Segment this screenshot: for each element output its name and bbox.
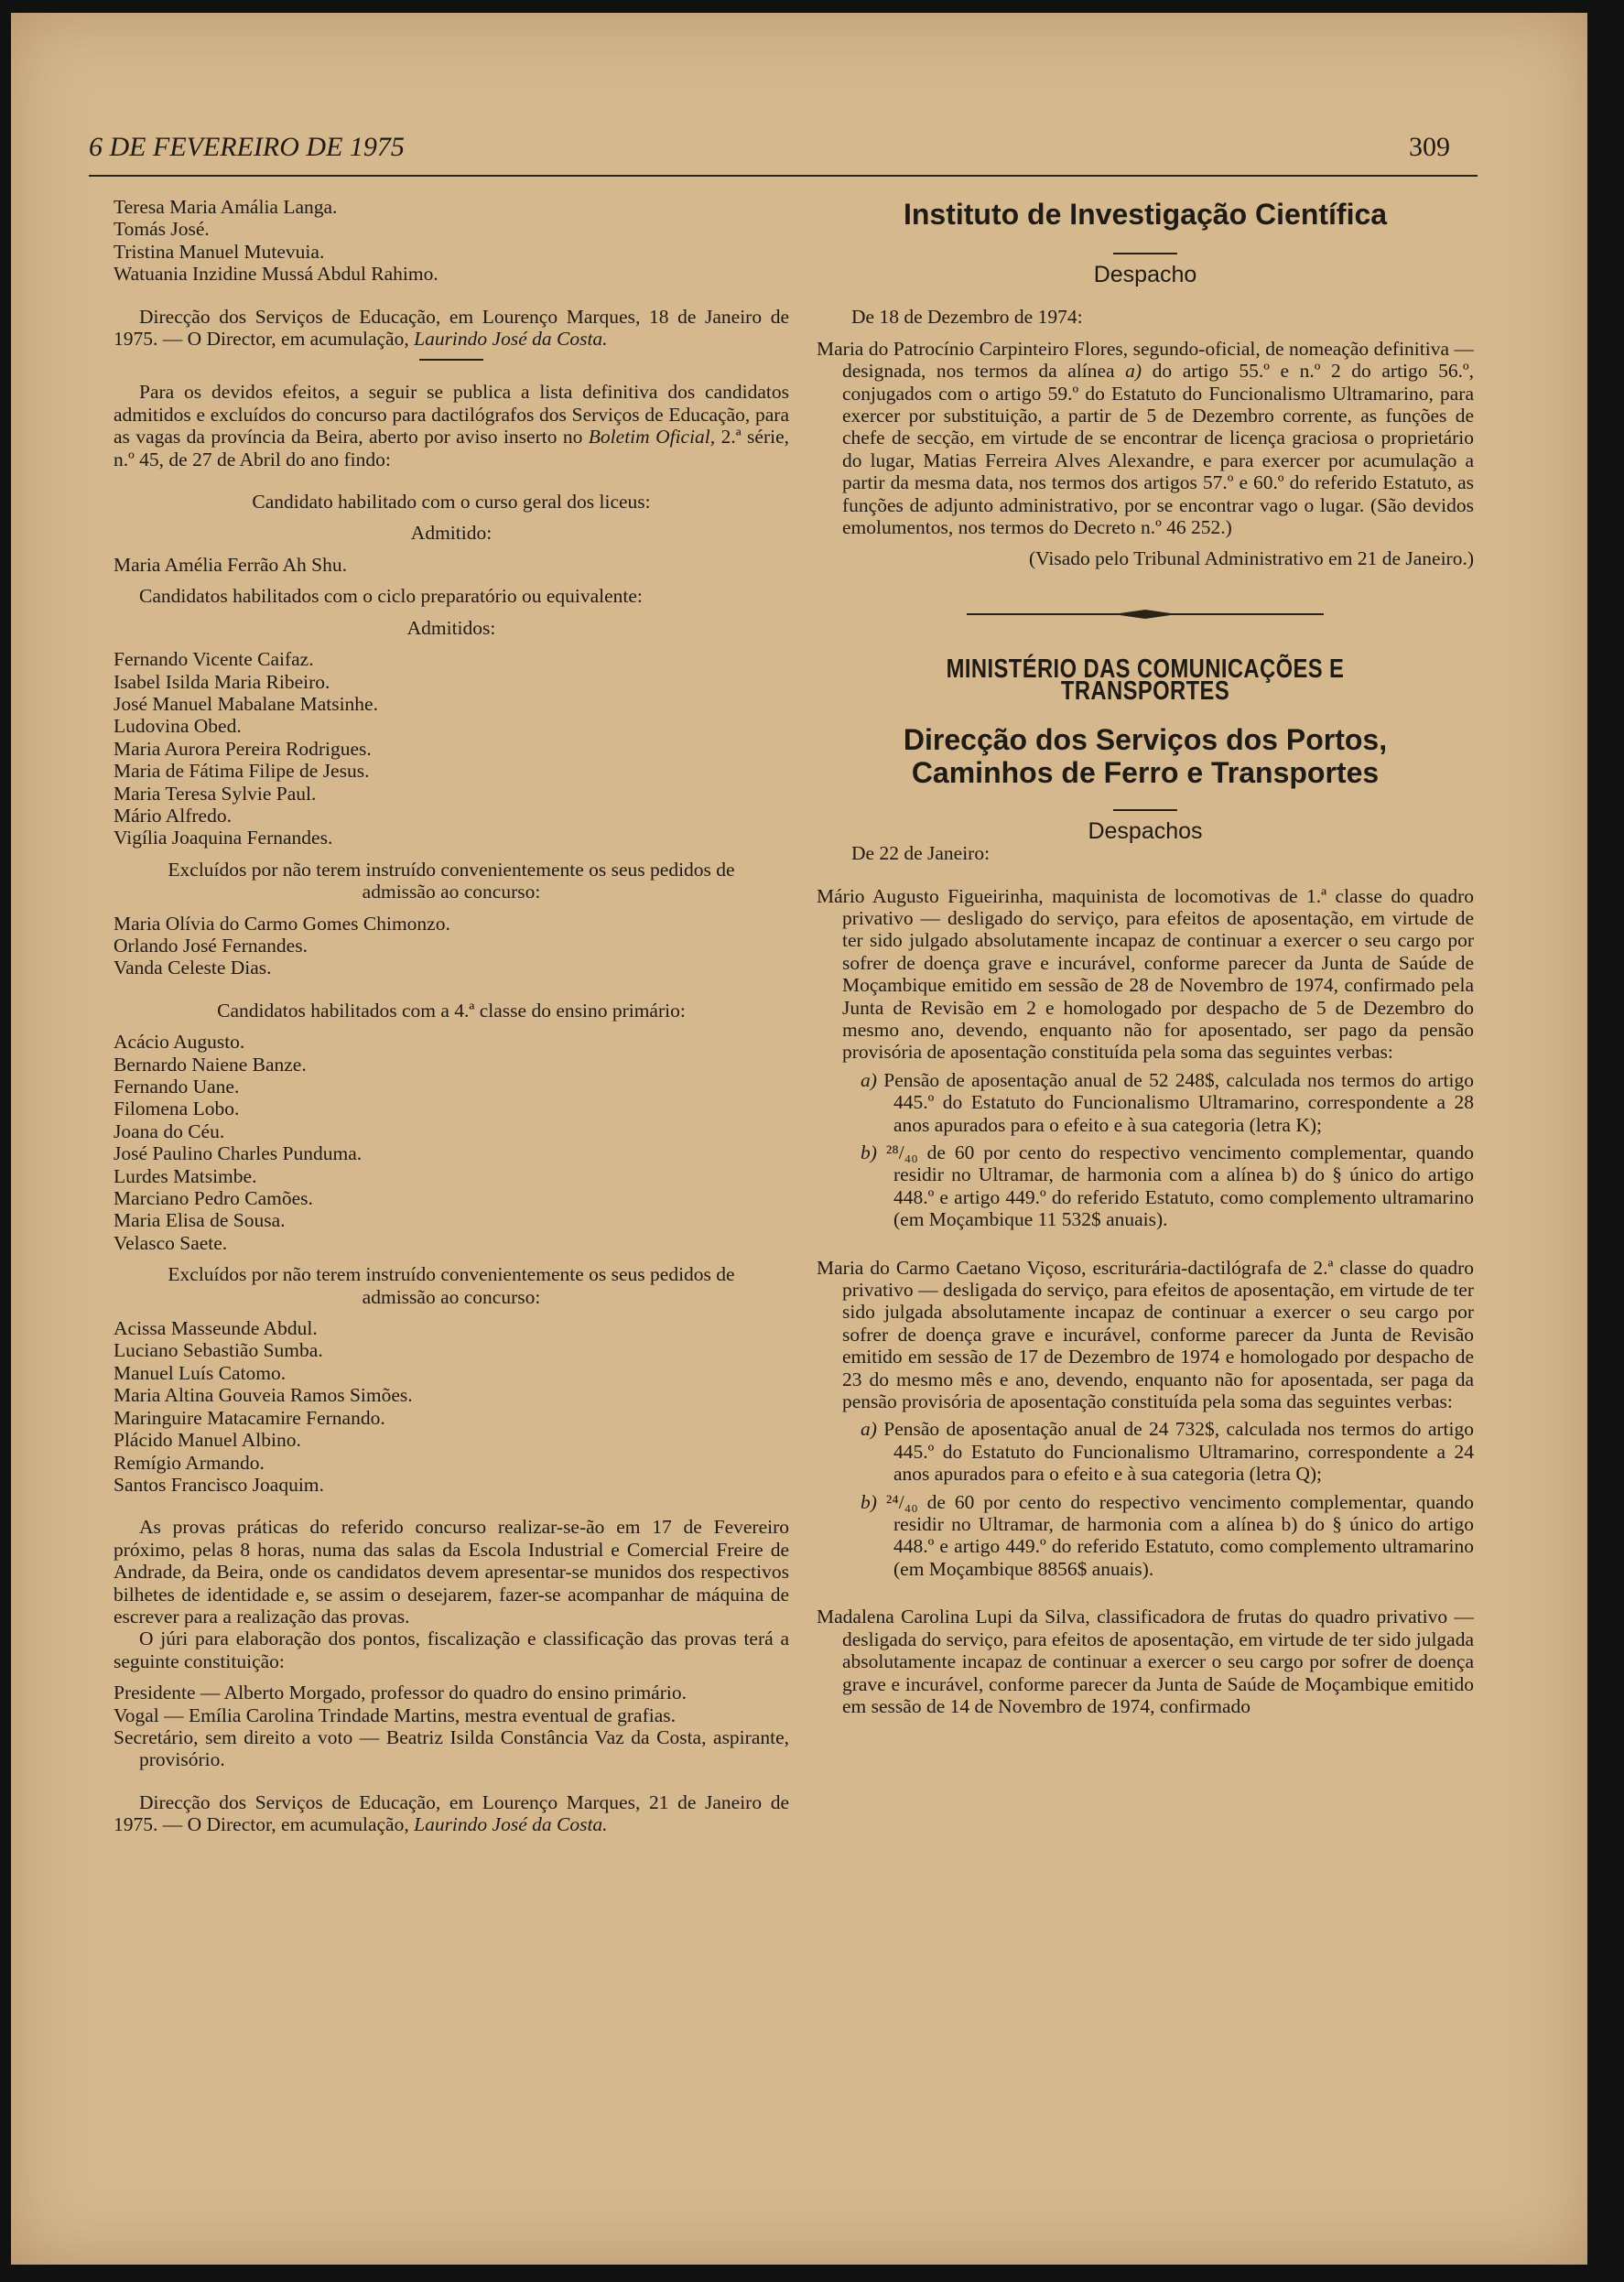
list-item: Acissa Masseunde Abdul. (114, 1317, 318, 1340)
verba-item: b) ²⁴/₄₀ de 60 por cento do respectivo vencimento complementar, quando residir no Ultramar, de harmonia com a alínea b) do § único do artigo 448.º e artigo 449.º do referido Estatuto, como complemento ultramarino (em Moçambique 8856$ anuais). (861, 1490, 1474, 1580)
list-item: Tristina Manuel Mutevuia. (114, 240, 325, 263)
list-item: Tomás José. (114, 218, 210, 241)
admitted-heading: Admitido: (410, 522, 493, 545)
institute-title: Instituto de Investigação Científica (903, 198, 1388, 231)
verba-item: a) Pensão de aposentação anual de 52 248$, calculada nos termos do artigo 445.º do Estatuto do Funcionalismo Ultramarino, correspondente a 28 anos apurados para o efeito e à sua categoria (letra K); (861, 1068, 1474, 1136)
list-item: Teresa Maria Amália Langa. (114, 196, 338, 218)
list-item: Maria Teresa Sylvie Paul. (114, 782, 317, 805)
list-item: Marciano Pedro Camões. (114, 1187, 313, 1210)
despachos-date: De 22 de Janeiro: (851, 842, 991, 865)
intro-paragraph: Para os devidos efeitos, a seguir se publica a lista definitiva dos candidatos admitidos e excluídos do concurso para dactilógrafos dos Serviços de Educação, para as vagas da província da Beira, aberto por aviso inserto no Boletim Oficial, 2.ª série, n.º 45, de 27 de Abril do ano findo: (114, 381, 789, 470)
list-item: José Manuel Mabalane Matsinhe. (114, 692, 378, 715)
list-item: Maria Olívia do Carmo Gomes Chimonzo. (114, 912, 450, 935)
list-item: Joana do Céu. (114, 1119, 225, 1142)
despacho-entry: Maria do Carmo Caetano Viçoso, escriturária-dactilógrafa de 2.ª classe do quadro privativo — desligada do serviço, para efeitos de aposentação, em virtude de ter sido julgada absolutamente incapaz de continuar a exercer o seu cargo por sofrer de doença grave e incurável, conforme parecer da Junta de Revisão emitido em sessão de 17 de Dezembro de 1974 e homologado por despacho de 23 do mesmo mês e ano, devendo, enquanto não for aposentada, ser paga da pensão provisória de aposentação constituída pela soma das seguintes verbas: (817, 1256, 1474, 1413)
list-item: Maria Altina Gouveia Ramos Simões. (114, 1384, 413, 1407)
list-item: Luciano Sebastião Sumba. (114, 1339, 323, 1362)
verba-item: a) Pensão de aposentação anual de 24 732$, calculada nos termos do artigo 445.º do Estatuto do Funcionalismo Ultramarino, correspondente a 24 anos apurados para o efeito e à sua categoria (letra Q); (861, 1418, 1474, 1486)
list-item: Lurdes Matsimbe. (114, 1164, 257, 1187)
signature-paragraph-1: Direcção dos Serviços de Educação, em Lourenço Marques, 18 de Janeiro de 1975. — O Director, em acumulação, Laurindo José da Costa. (114, 305, 789, 351)
left-column (114, 196, 789, 1836)
page-date: 6 DE FEVEREIRO DE 1975 (89, 132, 405, 162)
visa-note: (Visado pelo Tribunal Administrativo em 21 de Janeiro.) (1029, 547, 1474, 570)
list-item: Fernando Vicente Caifaz. (114, 648, 314, 671)
right-column (817, 196, 1474, 1717)
list-item: Plácido Manuel Albino. (114, 1429, 301, 1452)
list-item: Fernando Uane. (114, 1076, 240, 1098)
list-item: Mário Alfredo. (114, 804, 232, 827)
despacho-date: De 18 de Dezembro de 1974: (851, 306, 1083, 329)
excluded-heading: Excluídos por não terem instruído convenientemente os seus pedidos de admissão ao concurso: (168, 1263, 735, 1308)
signature-paragraph-2: Direcção dos Serviços de Educação, em Lourenço Marques, 21 de Janeiro de 1975. — O Director, em acumulação, Laurindo José da Costa. (114, 1790, 789, 1836)
jury-paragraph: O júri para elaboração dos pontos, fiscalização e classificação das provas terá a seguinte constituição: (114, 1628, 789, 1672)
verba-item: b) ²⁸/₄₀ de 60 por cento do respectivo vencimento complementar, quando residir no Ultramar, de harmonia com a alínea b) do § único do artigo 448.º e artigo 449.º do referido Estatuto, como complemento ultramarino (em Moçambique 11 532$ anuais). (861, 1141, 1474, 1231)
list-item: Maria de Fátima Filipe de Jesus. (114, 760, 370, 783)
list-item: Watuania Inzidine Mussá Abdul Rahimo. (114, 263, 438, 286)
verbas-list (861, 1418, 1474, 1580)
list-item: Maria Amélia Ferrão Ah Shu. (114, 553, 347, 576)
signatory-name: Laurindo José da Costa. (414, 1813, 608, 1836)
list-item: José Paulino Charles Punduma. (114, 1142, 363, 1165)
category-heading: Candidatos habilitados com o ciclo preparatório ou equivalente: (139, 585, 643, 608)
list-item: Filomena Lobo. (114, 1098, 240, 1120)
header-rule (89, 175, 1478, 177)
despacho-entry: Mário Augusto Figueirinha, maquinista de locomotivas de 1.ª classe do quadro privativo — desligado do serviço, para efeitos de aposentação, em virtude de ter sido julgado absolutamente incapaz de continuar a exercer o seu cargo por sofrer de doença grave e incurável, conforme parecer da Junta de Saúde de Moçambique emitido em sessão de 28 de Novembro de 1974, confirmado pela Junta de Revisão em 2 e homologado por despacho de 5 de Dezembro do mesmo ano, devendo, enquanto não for aposentado, ser pago da pensão provisória de aposentação constituída pela soma das seguintes verbas: (817, 884, 1474, 1064)
despacho-entry: Madalena Carolina Lupi da Silva, classificadora de frutas do quadro privativo — desligada do serviço, para efeitos de aposentação, em virtude de ter sido julgada absolutamente incapaz de continuar a exercer o seu cargo por sofrer de doença grave e incurável, conforme parecer da Junta de Saúde de Moçambique emitido em sessão de 14 de Novembro de 1974, confirmado (817, 1606, 1474, 1717)
jury-member: Secretário, sem direito a voto — Beatriz Isilda Constância Vaz da Costa, aspirante, provisório. (114, 1725, 789, 1771)
list-item: Orlando José Fernandes. (114, 934, 308, 957)
page-number: 309 (1409, 132, 1450, 162)
ministry-heading: MINISTÉRIO DAS COMUNICAÇÕES E TRANSPORTES (946, 654, 1345, 707)
admitted-list (114, 1031, 789, 1254)
despacho-entry: Maria do Patrocínio Carpinteiro Flores, segundo-oficial, de nomeação definitiva — designada, nos termos da alínea a) do artigo 55.º e n.º 2 do artigo 56.º, conjugados com o artigo 59.º do Estatuto do Funcionalismo Ultramarino, para exercer por substituição, a partir de 5 de Dezembro corrente, as funções de chefe de secção, em virtude de se encontrar de licença graciosa o proprietário do lugar, Matias Ferreira Alves Alexandre, e para exercer por acumulação a partir da mesma data, nos termos dos artigos 57.º e 60.º do referido Estatuto, as funções de adjunto administrativo, por se encontrar vago o lugar. (São devidos emolumentos, nos termos do Decreto n.º 46 252.) (817, 337, 1474, 539)
jury-list (114, 1682, 789, 1771)
list-item: Acácio Augusto. (114, 1031, 245, 1054)
admitted-heading: Admitidos: (406, 616, 496, 639)
category-heading: Candidatos habilitados com a 4.ª classe do ensino primário: (217, 999, 686, 1022)
list-item: Vanda Celeste Dias. (114, 957, 272, 979)
names-list-top (114, 196, 789, 286)
admitted-list (114, 648, 789, 849)
excluded-list (114, 913, 789, 979)
list-item: Velasco Saete. (114, 1231, 228, 1254)
jury-member: Presidente — Alberto Morgado, professor do quadro do ensino primário. (114, 1682, 687, 1704)
list-item: Maria Elisa de Sousa. (114, 1209, 286, 1232)
list-item: Maria Aurora Pereira Rodrigues. (114, 737, 372, 760)
list-item: Santos Francisco Joaquim. (114, 1473, 324, 1496)
list-item: Remígio Armando. (114, 1451, 265, 1474)
despachos-heading: Despachos (1088, 817, 1203, 844)
list-item: Vigília Joaquina Fernandes. (114, 827, 333, 849)
ornament-divider-icon (967, 607, 1324, 622)
list-item: Bernardo Naiene Banze. (114, 1053, 307, 1076)
list-item: Manuel Luís Catomo. (114, 1361, 287, 1384)
list-item: Maringuire Matacamire Fernando. (114, 1406, 385, 1429)
list-item: Ludovina Obed. (114, 715, 242, 738)
list-item: Isabel Isilda Maria Ribeiro. (114, 670, 330, 693)
jury-member: Vogal — Emília Carolina Trindade Martins, mestra eventual de grafias. (114, 1703, 677, 1726)
signatory-name: Laurindo José da Costa. (414, 328, 608, 351)
despacho-heading: Despacho (1093, 262, 1197, 287)
exam-paragraph: As provas práticas do referido concurso realizar-se-ão em 17 de Fevereiro próximo, pelas 8 horas, numa das salas da Escola Industrial e Comercial Freire de Andrade, da Beira, onde os candidatos devem apresentar-se munidos dos respectivos bilhetes de identidade e, se assim o desejarem, fazer-se acompanhar de máquina de escrever para a realização das provas. (114, 1516, 789, 1628)
verbas-list (861, 1069, 1474, 1231)
category-heading: Candidato habilitado com o curso geral dos liceus: (252, 491, 651, 514)
excluded-list (114, 1317, 789, 1496)
directorate-heading: Direcção dos Serviços dos Portos, Caminhos de Ferro e Transportes (903, 722, 1388, 789)
gazette-page (11, 13, 1587, 2265)
excluded-heading: Excluídos por não terem instruído convenientemente os seus pedidos de admissão ao concurso: (168, 858, 735, 903)
